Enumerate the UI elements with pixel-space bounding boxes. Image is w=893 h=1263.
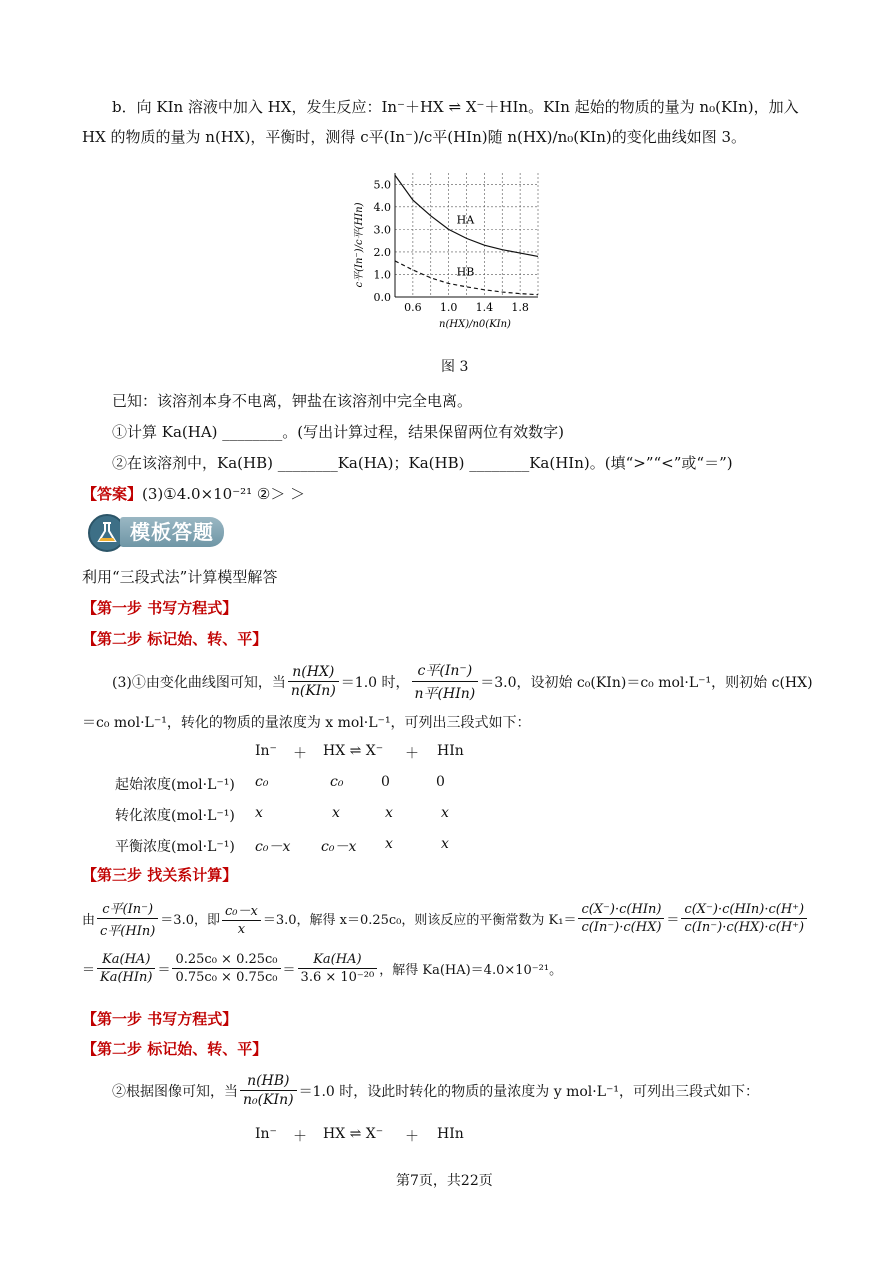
template-intro: 利用“三段式法”计算模型解答 bbox=[82, 568, 278, 586]
figure-caption: 图 3 bbox=[441, 359, 469, 375]
x-tick-label: 1.4 bbox=[475, 301, 494, 314]
sol1-a: (3)①由变化曲线图可知，当 bbox=[112, 674, 286, 691]
sol1-c: ＝3.0，设初始 c₀(KIn)＝c₀ mol·L⁻¹，则初始 c(HX) bbox=[480, 674, 813, 691]
sol2-m2: ＝3.0，解得 x＝0.25c₀，则该反应的平衡常数为 K₁＝ bbox=[262, 913, 577, 928]
fraction-nhb-nkin bbox=[240, 1073, 297, 1108]
eq-hin: HIn bbox=[437, 1126, 464, 1142]
fraction-cin-chin bbox=[412, 660, 479, 703]
frac-den: n平(HIn) bbox=[414, 686, 476, 702]
sol3-pre: ＝ bbox=[82, 963, 96, 978]
y-tick-label: 2.0 bbox=[373, 245, 391, 259]
fraction bbox=[222, 900, 261, 937]
step-2b-heading: 【第二步 标记始、转、平】 bbox=[82, 1040, 268, 1058]
fraction bbox=[172, 952, 280, 985]
frac-num: c(X⁻)·c(HIn) bbox=[578, 902, 664, 919]
eq-hx: HX ⇌ X⁻ bbox=[323, 1126, 384, 1142]
frac-num: c₀－x bbox=[222, 900, 261, 921]
frac-num: Ka(HA) bbox=[97, 952, 155, 969]
y-tick-label: 1.0 bbox=[373, 268, 391, 282]
question-1: ①计算 Ka(HA) ________。(写出计算过程，结果保留两位有效数字) bbox=[112, 423, 565, 441]
series-label-ha: HA bbox=[456, 213, 475, 227]
eq-plus: ＋ bbox=[293, 1129, 307, 1145]
answer-text: (3)①4.0×10⁻²¹ ②＞ ＞ bbox=[142, 485, 306, 503]
step-1b-heading: 【第一步 书写方程式】 bbox=[82, 1010, 238, 1028]
fraction bbox=[97, 898, 158, 939]
eq-hx: HX ⇌ X⁻ bbox=[323, 743, 384, 759]
sol2-m1: ＝3.0，即 bbox=[160, 913, 220, 928]
fraction bbox=[681, 902, 807, 935]
sol1-b: ＝1.0 时， bbox=[340, 674, 410, 691]
chart-ticks bbox=[374, 178, 529, 314]
sol4-a: ②根据图像可知，当 bbox=[112, 1083, 238, 1100]
fraction bbox=[578, 902, 664, 935]
eq-in: In⁻ bbox=[255, 743, 277, 759]
badge-label: 模板答题 bbox=[120, 517, 224, 547]
eq-plus-2: ＋ bbox=[405, 1129, 419, 1145]
frac-den: Ka(HIn) bbox=[100, 970, 153, 985]
cell: x bbox=[332, 805, 340, 821]
step-1-heading: 【第一步 书写方程式】 bbox=[82, 599, 238, 617]
x-tick-label: 1.8 bbox=[511, 301, 529, 314]
sol3-post: ，解得 Ka(HA)＝4.0×10⁻²¹。 bbox=[379, 963, 563, 978]
fraction bbox=[298, 952, 378, 985]
fraction bbox=[97, 952, 155, 985]
solution-ka-line bbox=[82, 952, 562, 985]
chart-ylabel: c平(In⁻)/c平(HIn) bbox=[354, 202, 365, 288]
step-3-heading: 【第三步 找关系计算】 bbox=[82, 866, 238, 884]
frac-num: c平(In⁻) bbox=[412, 660, 479, 682]
cell: c₀－x bbox=[255, 839, 291, 855]
cell: 0 bbox=[381, 774, 390, 790]
page-footer: 第7页，共22页 bbox=[396, 1173, 493, 1189]
frac-den: 3.6 × 10⁻²⁰ bbox=[300, 970, 375, 985]
solution-line-2: ＝c₀ mol·L⁻¹，转化的物质的量浓度为 x mol·L⁻¹，可列出三段式如下： bbox=[82, 715, 531, 731]
frac-num: c(X⁻)·c(HIn)·c(H⁺) bbox=[681, 902, 807, 919]
cell: x bbox=[441, 805, 449, 821]
cell: x bbox=[385, 836, 393, 852]
figure-3-chart bbox=[350, 165, 550, 335]
x-tick-label: 1.0 bbox=[439, 301, 458, 314]
y-tick-label: 4.0 bbox=[373, 200, 391, 214]
answer-line bbox=[82, 483, 305, 504]
row-label: 起始浓度(mol·L⁻¹) bbox=[115, 777, 235, 793]
frac-den: c平(HIn) bbox=[100, 924, 156, 939]
solution-line-4 bbox=[112, 1073, 759, 1108]
chart-xlabel: n(HX)/n0(KIn) bbox=[439, 319, 511, 330]
eq-plus-2: ＋ bbox=[405, 746, 419, 762]
sol3-eq2: ＝ bbox=[282, 963, 296, 978]
sol4-b: ＝1.0 时，设此时转化的物质的量浓度为 y mol·L⁻¹，可列出三段式如下： bbox=[298, 1083, 760, 1100]
step-2-heading: 【第二步 标记始、转、平】 bbox=[82, 630, 268, 648]
frac-den: x bbox=[237, 922, 246, 937]
y-tick-label: 5.0 bbox=[373, 178, 391, 192]
eq-in: In⁻ bbox=[255, 1126, 277, 1142]
y-tick-label: 0.0 bbox=[373, 291, 391, 304]
question-2: ②在该溶剂中，Ka(HB) ________Ka(HA)；Ka(HB) ________Ka(HIn)。(填“>”“<”或“＝”) bbox=[112, 454, 733, 472]
frac-num: c平(In⁻) bbox=[97, 898, 158, 919]
cell: c₀ bbox=[330, 774, 344, 790]
sol2-eq: ＝ bbox=[666, 913, 680, 928]
cell: x bbox=[385, 805, 393, 821]
series-label-hb: HB bbox=[456, 265, 475, 279]
cell: x bbox=[255, 805, 263, 821]
frac-num: Ka(HA) bbox=[298, 952, 378, 969]
row-label: 平衡浓度(mol·L⁻¹) bbox=[115, 839, 235, 855]
answer-label: 【答案】 bbox=[82, 485, 143, 503]
fraction-nhx-nkin bbox=[288, 664, 339, 699]
row-label: 转化浓度(mol·L⁻¹) bbox=[115, 808, 235, 824]
known-text: 已知：该溶剂本身不电离，钾盐在该溶剂中完全电离。 bbox=[112, 392, 473, 410]
x-tick-label: 0.6 bbox=[404, 301, 422, 314]
frac-num: 0.25c₀ × 0.25c₀ bbox=[172, 952, 280, 969]
frac-num: n(HX) bbox=[288, 664, 339, 682]
frac-den: n(KIn) bbox=[290, 683, 336, 699]
eq-hin: HIn bbox=[437, 743, 464, 759]
frac-num: n(HB) bbox=[240, 1073, 297, 1091]
cell: c₀ bbox=[255, 774, 269, 790]
frac-den: 0.75c₀ × 0.75c₀ bbox=[175, 970, 278, 985]
sol3-eq1: ＝ bbox=[157, 963, 171, 978]
solution-line-1 bbox=[112, 660, 813, 703]
solution-k1-line bbox=[82, 898, 809, 939]
sol2-pre: 由 bbox=[82, 913, 96, 928]
eq-plus: ＋ bbox=[293, 746, 307, 762]
intro-line-1: b．向 KIn 溶液中加入 HX，发生反应：In⁻＋HX ⇌ X⁻＋HIn。KIn 起始的物质的量为 n₀(KIn)，加入 bbox=[112, 98, 799, 116]
cell: c₀－x bbox=[321, 839, 357, 855]
frac-den: c(In⁻)·c(HX)·c(H⁺) bbox=[684, 920, 805, 935]
frac-den: c(In⁻)·c(HX) bbox=[581, 920, 662, 935]
cell: x bbox=[441, 836, 449, 852]
y-tick-label: 3.0 bbox=[373, 223, 391, 237]
frac-den: n₀(KIn) bbox=[243, 1092, 294, 1108]
cell: 0 bbox=[436, 774, 445, 790]
intro-line-2: HX 的物质的量为 n(HX)，平衡时，测得 c平(In⁻)/c平(HIn)随 n(HX)/n₀(KIn)的变化曲线如图 3。 bbox=[82, 128, 747, 146]
template-badge bbox=[88, 514, 228, 552]
